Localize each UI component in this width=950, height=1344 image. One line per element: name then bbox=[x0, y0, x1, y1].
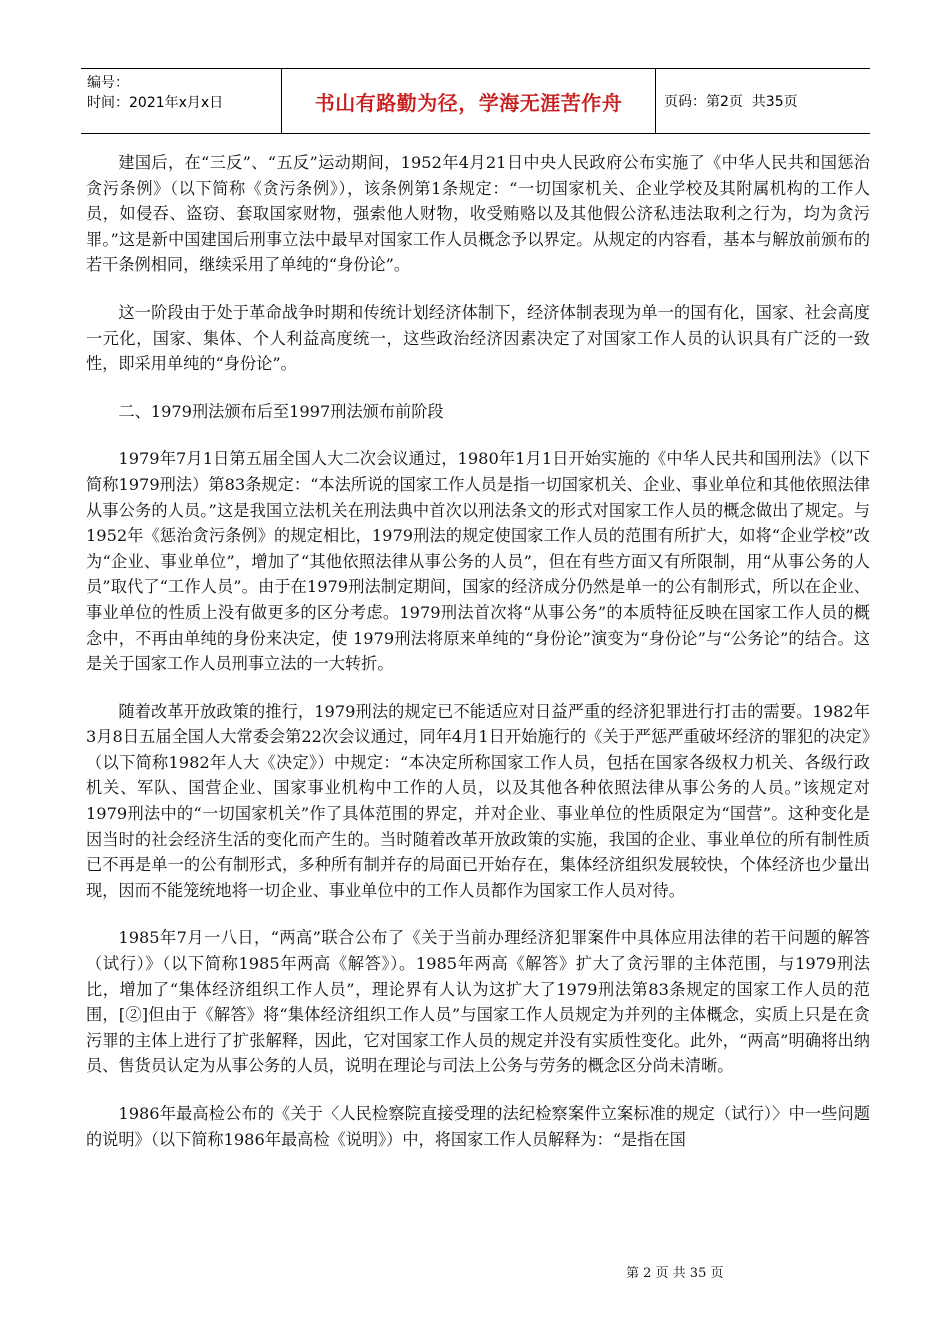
page-footer: 第 2 页 共 35 页 bbox=[626, 1266, 724, 1281]
paragraph-2: 这一阶段由于处于革命战争时期和传统计划经济体制下，经济体制表现为单一的国有化，国家、社会高度一元化，国家、集体、个人利益高度统一，这些政治经济因素决定了对国家工作人员的认识具有广泛的一致性，即采用单纯的“身份论”。 bbox=[86, 302, 870, 374]
section-heading: 二、1979刑法颁布后至1997刑法颁布前阶段 bbox=[118, 401, 444, 421]
time-label: 时间：2021年x月x日 bbox=[87, 95, 224, 111]
paragraph-5: 1985年7月一八日，“两高”联合公布了《关于当前办理经济犯罪案件中具体应用法律的若干问题的解答（试行）》（以下简称1985年两高《解答》）。1985年两高《解答》扩大了贪污罪的主体范围，与1979刑法比，增加了“集体经济组织工作人员”，理论界有人认为这扩大了1979刑法第83条规定的国家工作人员的范围，[②]但由于《解答》将“集体经济组织工作人员”与国家工作人员规定为并列的主体概念，实质上只是在贪污罪的主体上进行了扩张解释，因此，它对国家工作人员的规定并没有实质性变化。此外，“两高”明确将出纳员、售货员认定为从事公务的人员，说明在理论与司法上公务与劳务的概念区分尚未清晰。 bbox=[86, 928, 870, 1076]
paragraph-3: 1979年7月1日第五届全国人大二次会议通过，1980年1月1日开始实施的《中华人民共和国刑法》（以下简称1979刑法）第83条规定：“本法所说的国家工作人员是指一切国家机关、企业、事业单位和其他依照法律从事公务的人员。”这是我国立法机关在刑法典中首次以刑法条文的形式对国家工作人员的概念做出了规定。与1952年《惩治贪污条例》的规定相比，1979刑法的规定使国家工作人员的范围有所扩大，如将“企业学校”改为“企业、事业单位”，增加了“其他依照法律从事公务的人员”，但在有些方面又有所限制，用“从事公务的人员”取代了“工作人员”。由于在1979刑法制定期间，国家的经济成分仍然是单一的公有制形式，所以在企业、事业单位的性质上没有做更多的区分考虑。1979刑法首次将“从事公务”的本质特征反映在国家工作人员的概念中，不再由单纯的身份来决定，使 1979刑法将原来单纯的“身份论”演变为“身份论”与“公务论”的结合。这是关于国家工作人员刑事立法的一大转折。 bbox=[86, 449, 870, 674]
page-header bbox=[81, 68, 870, 134]
header-page-info bbox=[656, 69, 870, 133]
paragraph-1: 建国后，在“三反”、“五反”运动期间，1952年4月21日中央人民政府公布实施了《中华人民共和国惩治贪污条例》（以下简称《贪污条例》），该条例第1条规定：“一切国家机关、企业学校及其附属机构的工作人员，如侵吞、盗窃、套取国家财物，强索他人财物，收受贿赂以及其他假公济私违法取利之行为，均为贪污罪。”这是新中国建国后刑事立法中最早对国家工作人员概念予以界定。从规定的内容看，基本与解放前颁布的若干条例相同，继续采用了单纯的“身份论”。 bbox=[86, 153, 871, 275]
paragraph-6: 1986年最高检公布的《关于〈人民检察院直接受理的法纪检察案件立案标准的规定（试行）〉中一些问题的说明》（以下简称1986年最高检《说明》）中，将国家工作人员解释为：“是指在国 bbox=[86, 1104, 870, 1149]
document-body bbox=[86, 150, 870, 1174]
header-motto: 书山有路勤为径，学海无涯苦作舟 bbox=[281, 69, 656, 133]
page-info-text: 页码：第2页 共35页 bbox=[664, 94, 798, 110]
paragraph-4: 随着改革开放政策的推行，1979刑法的规定已不能适应对日益严重的经济犯罪进行打击的需要。1982年3月8日五届全国人大常委会第22次会议通过，同年4月1日开始施行的《关于严惩严重破坏经济的罪犯的决定》（以下简称1982年人大《决定》）中规定：“本决定所称国家工作人员，包括在国家各级权力机关、各级行政机关、军队、国营企业、国家事业机构中工作的人员，以及其他各种依照法律从事公务的人员。”该规定对1979刑法中的“一切国家机关”作了具体范围的界定，并对企业、事业单位的性质限定为“国营”。这种变化是因当时的社会经济生活的变化而产生的。当时随着改革开放政策的实施，我国的企业、事业单位的所有制性质已不再是单一的公有制形式，多种所有制并存的局面已开始存在，集体经济组织发展较快，个体经济也少量出现，因而不能笼统地将一切企业、事业单位中的工作人员都作为国家工作人员对待。 bbox=[86, 701, 870, 900]
header-meta bbox=[81, 69, 281, 133]
number-label: 编号： bbox=[87, 75, 129, 91]
